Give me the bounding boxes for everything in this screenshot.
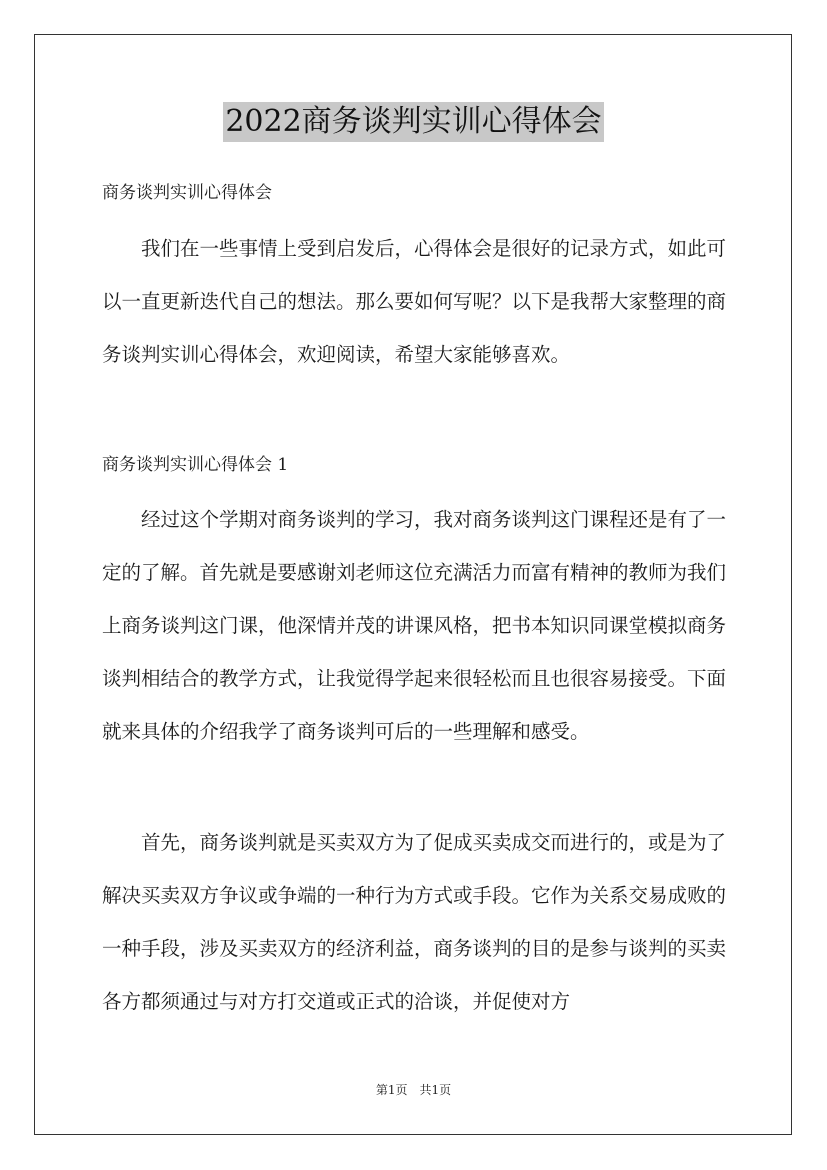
section-heading: 商务谈判实训心得体会 1 xyxy=(102,455,289,475)
title-block xyxy=(0,102,827,142)
page-footer: 第1页 共1页 xyxy=(375,1083,452,1097)
body-paragraph-2: 首先，商务谈判就是买卖双方为了促成买卖成交而进行的，或是为了解决买卖双方争议或争端的一种行为方式或手段。它作为关系交易成败的一种手段，涉及买卖双方的经济利益，商务谈判的目的是参与谈判的买卖各方都须通过与对方打交道或正式的洽谈，并促使对方 xyxy=(102,831,727,1013)
body-paragraph-1: 经过这个学期对商务谈判的学习，我对商务谈判这门课程还是有了一定的了解。首先就是要感谢刘老师这位充满活力而富有精神的教师为我们上商务谈判这门课，他深情并茂的讲课风格，把书本知识同课堂模拟商务谈判相结合的教学方式，让我觉得学起来很轻松而且也很容易接受。下面就来具体的介绍我学了商务谈判可后的一些理解和感受。 xyxy=(102,508,727,743)
document-title: 2022商务谈判实训心得体会 xyxy=(223,102,603,142)
document-heading: 商务谈判实训心得体会 xyxy=(102,183,272,203)
intro-paragraph: 我们在一些事情上受到启发后，心得体会是很好的记录方式，如此可以一直更新迭代自己的想法。那么要如何写呢？以下是我帮大家整理的商务谈判实训心得体会，欢迎阅读，希望大家能够喜欢。 xyxy=(102,237,727,366)
